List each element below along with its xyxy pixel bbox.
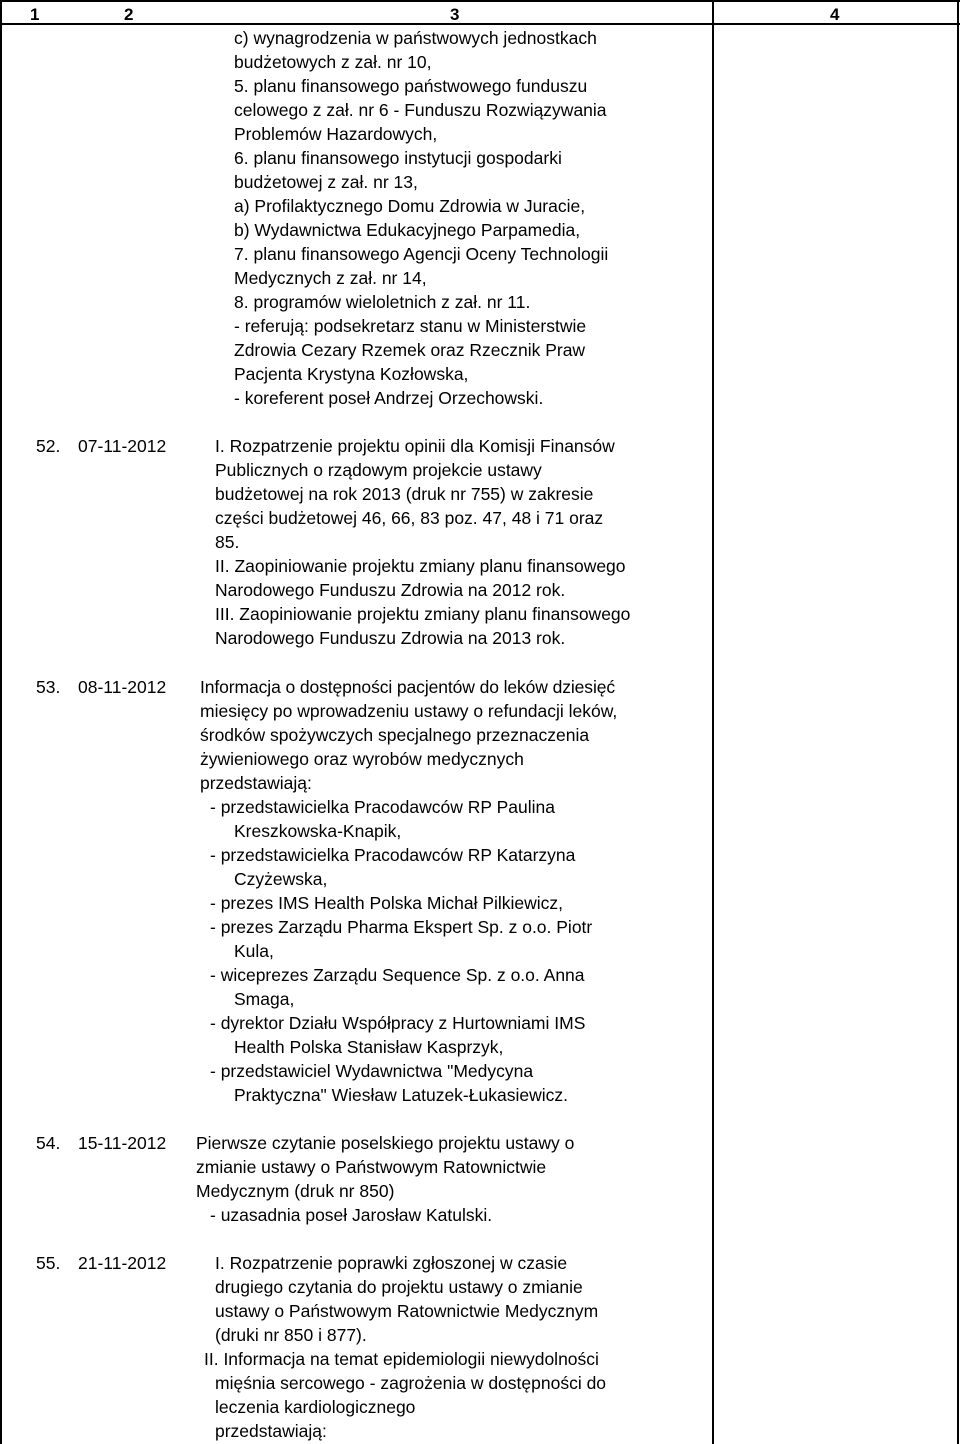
- entry-line: Narodowego Funduszu Zdrowia na 2013 rok.: [215, 628, 566, 648]
- entry-line: Informacja o dostępności pacjentów do leków dziesięć: [200, 677, 616, 697]
- table-border-right: [957, 0, 959, 1444]
- entry-line: - dyrektor Działu Współpracy z Hurtowniami IMS: [210, 1013, 586, 1033]
- continuation-line: b) Wydawnictwa Edukacyjnego Parpamedia,: [234, 220, 581, 240]
- entry-line: Medycznym (druk nr 850): [196, 1181, 395, 1201]
- entry-line: Czyżewska,: [234, 869, 328, 889]
- entry-line: I. Rozpatrzenie projektu opinii dla Komisji Finansów: [215, 436, 615, 456]
- entry-number: 55.: [36, 1253, 61, 1273]
- entry-line: zmianie ustawy o Państwowym Ratownictwie: [196, 1157, 547, 1177]
- entry-line: Kreszkowska-Knapik,: [234, 821, 402, 841]
- entry-line: części budżetowej 46, 66, 83 poz. 47, 48 i 71 oraz: [215, 508, 604, 528]
- entry-line: - przedstawiciel Wydawnictwa "Medycyna: [210, 1061, 534, 1081]
- entry-date: 07-11-2012: [78, 436, 167, 456]
- entry-line: Praktyczna" Wiesław Latuzek-Łukasiewicz.: [234, 1085, 568, 1105]
- entry-line: Pierwsze czytanie poselskiego projektu ustawy o: [196, 1133, 575, 1153]
- entry-line: - przedstawicielka Pracodawców RP Paulina: [210, 797, 555, 817]
- entry-number: 52.: [36, 436, 61, 456]
- column-header-3: 3: [450, 5, 460, 24]
- entry-line: Health Polska Stanisław Kasprzyk,: [234, 1037, 504, 1057]
- entry-line: środków spożywczych specjalnego przeznaczenia: [200, 725, 590, 745]
- continuation-line: - koreferent poseł Andrzej Orzechowski.: [234, 388, 544, 408]
- entry-line: mięśnia sercowego - zagrożenia w dostępności do: [215, 1373, 607, 1393]
- entry-line: Narodowego Funduszu Zdrowia na 2012 rok.: [215, 580, 566, 600]
- continuation-line: Problemów Hazardowych,: [234, 124, 438, 144]
- entry-line: budżetowej na rok 2013 (druk nr 755) w zakresie: [215, 484, 594, 504]
- entry-line: - prezes Zarządu Pharma Ekspert Sp. z o.o. Piotr: [210, 917, 593, 937]
- entry-line: III. Zaopiniowanie projektu zmiany planu finansowego: [215, 604, 631, 624]
- continuation-line: budżetowych z zał. nr 10,: [234, 52, 432, 72]
- entry-date: 08-11-2012: [78, 677, 167, 697]
- entry-line: leczenia kardiologicznego: [215, 1397, 416, 1417]
- continuation-line: 5. planu finansowego państwowego funduszu: [234, 76, 588, 96]
- continuation-line: - referują: podsekretarz stanu w Ministerstwie: [234, 316, 587, 336]
- column-header-1: 1: [30, 5, 40, 24]
- column-header-4: 4: [830, 5, 840, 24]
- entry-line: Smaga,: [234, 989, 295, 1009]
- entry-line: przedstawiają:: [200, 773, 312, 793]
- continuation-line: celowego z zał. nr 6 - Funduszu Rozwiązywania: [234, 100, 607, 120]
- entry-line: - prezes IMS Health Polska Michał Pilkiewicz,: [210, 893, 564, 913]
- entry-line: - przedstawicielka Pracodawców RP Katarzyna: [210, 845, 576, 865]
- continuation-line: c) wynagrodzenia w państwowych jednostkach: [234, 28, 597, 48]
- continuation-line: Zdrowia Cezary Rzemek oraz Rzecznik Praw: [234, 340, 586, 360]
- table-border-left: [0, 0, 2, 1444]
- entry-line: I. Rozpatrzenie poprawki zgłoszonej w czasie: [215, 1253, 568, 1273]
- entry-number: 54.: [36, 1133, 61, 1153]
- entry-number: 53.: [36, 677, 61, 697]
- entry-date: 21-11-2012: [78, 1253, 167, 1273]
- entry-line: żywieniowego oraz wyrobów medycznych: [200, 749, 524, 769]
- continuation-line: 7. planu finansowego Agencji Oceny Technologii: [234, 244, 609, 264]
- entry-line: drugiego czytania do projektu ustawy o zmianie: [215, 1277, 583, 1297]
- entry-line: miesięcy po wprowadzeniu ustawy o refundacji leków,: [200, 701, 618, 721]
- entry-line: Publicznych o rządowym projekcie ustawy: [215, 460, 542, 480]
- entry-line: Kula,: [234, 941, 274, 961]
- continuation-line: Pacjenta Krystyna Kozłowska,: [234, 364, 469, 384]
- entry-date: 15-11-2012: [78, 1133, 167, 1153]
- entry-line: II. Informacja na temat epidemiologii niewydolności: [204, 1349, 599, 1369]
- column-header-2: 2: [124, 5, 134, 24]
- entry-line: - wiceprezes Zarządu Sequence Sp. z o.o. Anna: [210, 965, 585, 985]
- continuation-line: budżetowej z zał. nr 13,: [234, 172, 418, 192]
- entry-line: - uzasadnia poseł Jarosław Katulski.: [210, 1205, 493, 1225]
- continuation-line: a) Profilaktycznego Domu Zdrowia w Juracie,: [234, 196, 586, 216]
- entry-line: 85.: [215, 532, 240, 552]
- continuation-line: Medycznych z zał. nr 14,: [234, 268, 427, 288]
- table-border-top: [0, 0, 960, 2]
- entry-line: ustawy o Państwowym Ratownictwie Medycznym: [215, 1301, 599, 1321]
- entry-line: II. Zaopiniowanie projektu zmiany planu finansowego: [215, 556, 626, 576]
- table-divider-col4: [712, 0, 714, 1444]
- entry-line: przedstawiają:: [215, 1421, 327, 1441]
- continuation-line: 6. planu finansowego instytucji gospodarki: [234, 148, 562, 168]
- header-divider: [0, 23, 960, 25]
- continuation-line: 8. programów wieloletnich z zał. nr 11.: [234, 292, 531, 312]
- entry-line: (druki nr 850 i 877).: [215, 1325, 367, 1345]
